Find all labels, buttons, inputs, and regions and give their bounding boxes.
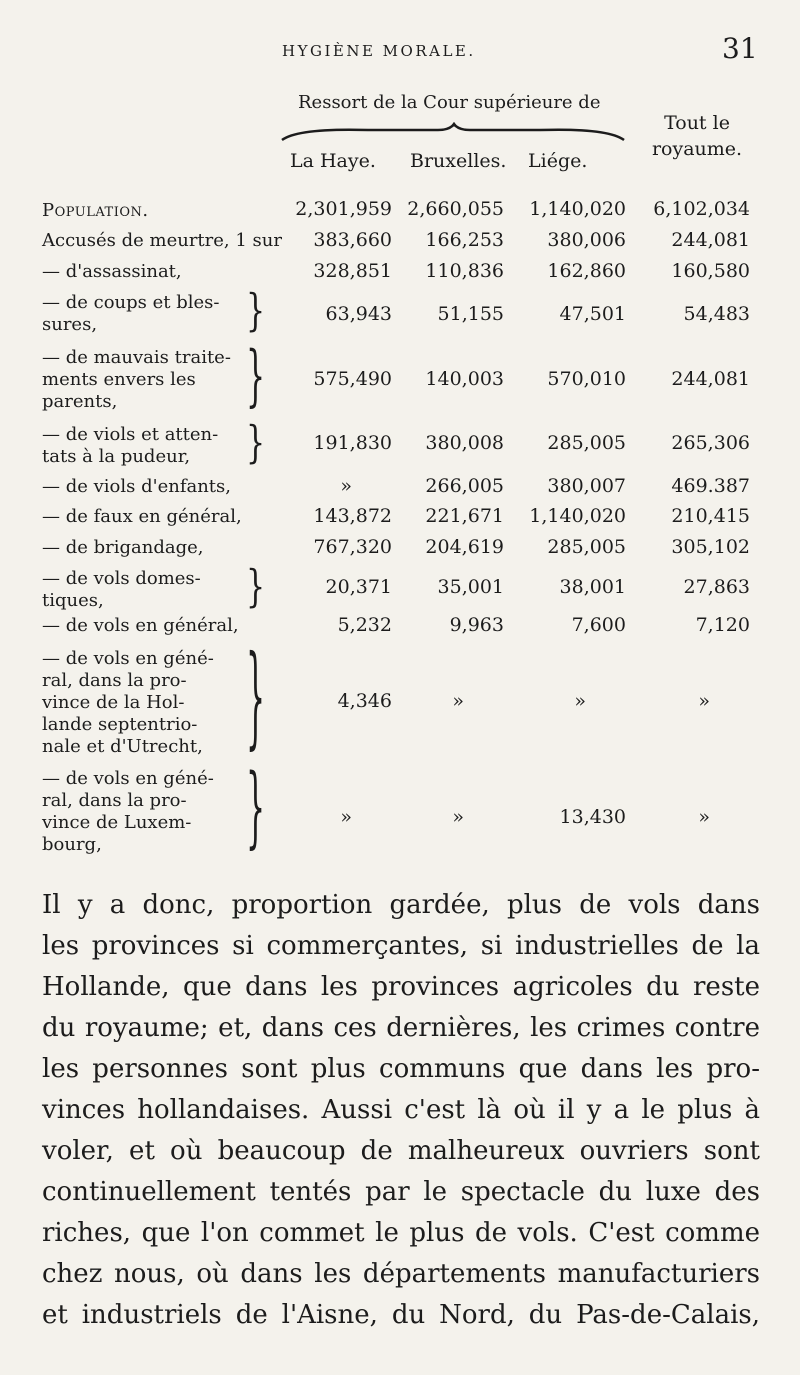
row-label-line: vince de Luxem-: [42, 812, 192, 833]
row-bracket: }: [246, 338, 266, 416]
table-cell: 380,007: [547, 475, 626, 497]
column-header-la-haye: La Haye.: [290, 150, 376, 172]
row-label: [42, 648, 257, 758]
row-label: [42, 230, 282, 252]
row-label-line: Population.: [42, 200, 149, 221]
table-cell: 160,580: [671, 260, 750, 282]
row-label-line: — de coups et bles-: [42, 292, 220, 313]
row-label: [42, 615, 257, 637]
column-group-brace: [278, 122, 628, 152]
table-cell: 285,005: [547, 432, 626, 454]
row-label-line: nale et d'Utrecht,: [42, 736, 203, 757]
body-line: riches, que l'on commet le plus de vols. C'est comme: [42, 1218, 760, 1248]
table-cell: »: [452, 690, 464, 712]
table-cell: 38,001: [559, 576, 626, 598]
table-cell: 265,306: [671, 432, 750, 454]
table-cell: 7,120: [695, 614, 750, 636]
row-label-line: — de mauvais traite-: [42, 347, 231, 368]
row-label-line: ral, dans la pro-: [42, 790, 187, 811]
table-cell: »: [340, 475, 352, 497]
row-label-line: — de brigandage,: [42, 537, 204, 558]
table-cell: 383,660: [313, 229, 392, 251]
row-label-line: — d'assassinat,: [42, 261, 182, 282]
row-label: [42, 292, 257, 336]
table-cell: 380,008: [425, 432, 504, 454]
body-line: Il y a donc, proportion gardée, plus de vols dans: [42, 890, 760, 920]
row-bracket: }: [246, 561, 266, 614]
table-cell: 54,483: [683, 303, 750, 325]
table-cell: 51,155: [437, 303, 504, 325]
table-cell: 380,006: [547, 229, 626, 251]
table-cell: 47,501: [559, 303, 626, 325]
row-label: [42, 506, 257, 528]
table-cell: 221,671: [425, 505, 504, 527]
table-cell: 35,001: [437, 576, 504, 598]
table-cell: 162,860: [547, 260, 626, 282]
table-cell: 575,490: [313, 368, 392, 390]
running-head: HYGIÈNE MORALE.: [282, 42, 476, 60]
table-cell: 9,963: [449, 614, 504, 636]
row-label-line: — de viols et atten-: [42, 424, 219, 445]
row-label-line: — de vols domes-: [42, 568, 201, 589]
table-cell: »: [698, 806, 710, 828]
body-line: continuellement tentés par le spectacle du luxe des: [42, 1177, 760, 1207]
table-cell: 143,872: [313, 505, 392, 527]
row-label: [42, 261, 257, 283]
table-cell: »: [698, 690, 710, 712]
table-cell: »: [574, 690, 586, 712]
row-label: [42, 200, 257, 222]
table-cell: 210,415: [671, 505, 750, 527]
row-bracket: }: [246, 417, 266, 470]
row-label: [42, 537, 257, 559]
row-label-line: vince de la Hol-: [42, 692, 185, 713]
row-label-line: lande septentrio-: [42, 714, 198, 735]
table-cell: 7,600: [571, 614, 626, 636]
table-cell: 140,003: [425, 368, 504, 390]
table-cell: 166,253: [425, 229, 504, 251]
row-label-line: bourg,: [42, 834, 102, 855]
page-number: 31: [722, 32, 758, 65]
row-label-line: — de viols d'enfants,: [42, 476, 231, 497]
row-label-line: tiques,: [42, 590, 104, 611]
body-line: vinces hollandaises. Aussi c'est là où il y a le plus à: [42, 1095, 760, 1125]
row-label-line: — de vols en géné-: [42, 648, 214, 669]
whole-kingdom-line-1: Tout le: [664, 112, 730, 134]
body-line: voler, et où beaucoup de malheureux ouvriers sont: [42, 1136, 760, 1166]
row-label-line: sures,: [42, 314, 98, 335]
table-cell: 266,005: [425, 475, 504, 497]
table-cell: 244,081: [671, 368, 750, 390]
body-line: les personnes sont plus communs que dans les pro-: [42, 1054, 760, 1084]
table-cell: 469.387: [671, 475, 750, 497]
table-cell: »: [340, 806, 352, 828]
row-bracket: }: [246, 634, 266, 764]
table-cell: 328,851: [313, 260, 392, 282]
row-label: [42, 424, 257, 468]
table-cell: 191,830: [313, 432, 392, 454]
table-cell: 2,660,055: [407, 198, 504, 220]
table-cell: 767,320: [313, 536, 392, 558]
body-line: chez nous, où dans les départements manufacturiers: [42, 1259, 760, 1289]
row-label-line: ments envers les: [42, 369, 196, 390]
body-line: du royaume; et, dans ces dernières, les crimes contre: [42, 1013, 760, 1043]
row-label: [42, 476, 257, 498]
body-paragraph: [42, 885, 760, 1336]
column-header-whole-kingdom: [642, 110, 752, 162]
body-line: et industriels de l'Aisne, du Nord, du Pas-de-Calais,: [42, 1300, 760, 1330]
table-cell: 1,140,020: [529, 198, 626, 220]
row-label-line: — de vols en général,: [42, 615, 239, 636]
row-bracket: }: [246, 757, 266, 860]
column-header-liege: Liége.: [528, 150, 588, 172]
table-cell: »: [452, 806, 464, 828]
table-cell: 285,005: [547, 536, 626, 558]
table-cell: 110,836: [425, 260, 504, 282]
whole-kingdom-line-2: royaume.: [651, 138, 743, 160]
table-cell: 305,102: [671, 536, 750, 558]
row-label: [42, 568, 257, 612]
table-cell: 5,232: [337, 614, 392, 636]
table-cell: 13,430: [559, 806, 626, 828]
column-header-bruxelles: Bruxelles.: [410, 150, 507, 172]
row-label-line: Accusés de meurtre, 1 sur: [42, 230, 282, 251]
row-label-line: tats à la pudeur,: [42, 446, 191, 467]
table-cell: 27,863: [683, 576, 750, 598]
table-cell: 2,301,959: [295, 198, 392, 220]
table-cell: 204,619: [425, 536, 504, 558]
table-cell: 244,081: [671, 229, 750, 251]
row-bracket: }: [246, 285, 266, 338]
row-label-line: — de vols en géné-: [42, 768, 214, 789]
row-label-line: ral, dans la pro-: [42, 670, 187, 691]
row-label: [42, 347, 257, 413]
body-line: Hollande, que dans les provinces agricoles du reste: [42, 972, 760, 1002]
table-cell: 570,010: [547, 368, 626, 390]
row-label: [42, 768, 257, 856]
row-label-line: parents,: [42, 391, 118, 412]
row-label-line: — de faux en général,: [42, 506, 242, 527]
table-cell: 1,140,020: [529, 505, 626, 527]
table-cell: 6,102,034: [653, 198, 750, 220]
table-group-header: Ressort de la Cour supérieure de: [298, 92, 601, 113]
table-cell: 63,943: [325, 303, 392, 325]
table-cell: 4,346: [337, 690, 392, 712]
body-line: les provinces si commerçantes, si industrielles de la: [42, 931, 760, 961]
table-cell: 20,371: [325, 576, 392, 598]
